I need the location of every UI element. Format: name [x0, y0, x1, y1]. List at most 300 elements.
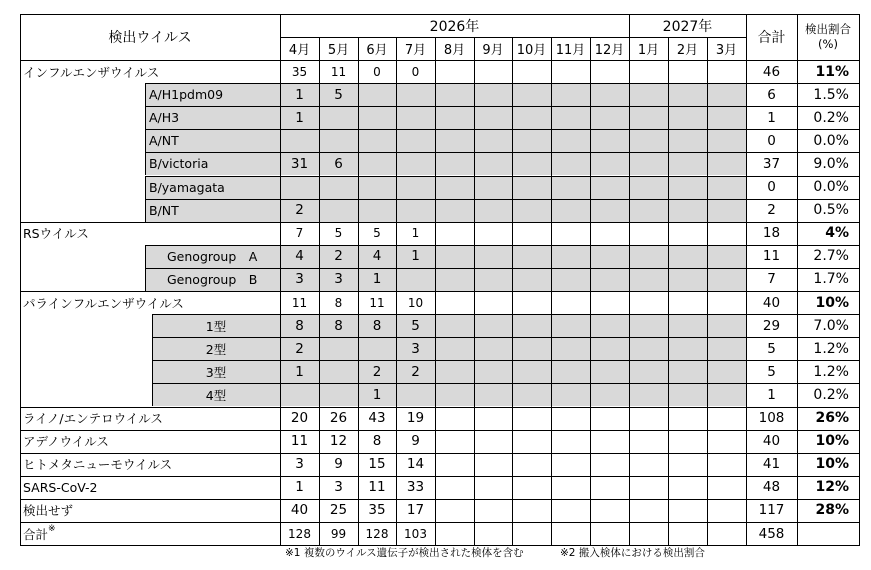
month-value — [551, 407, 590, 430]
month-value: 128 — [365, 526, 389, 541]
month-value — [707, 407, 746, 430]
row-sublabel: Genogroup A — [167, 249, 258, 265]
total-value: 458 — [758, 525, 785, 542]
month-value — [396, 129, 435, 152]
month-value — [512, 499, 551, 522]
month-value — [590, 129, 629, 152]
total-value: 41 — [762, 456, 781, 473]
month-value — [668, 476, 707, 499]
row-sublabel: 1型 — [205, 318, 227, 334]
month-value — [551, 291, 590, 314]
month-value: 33 — [406, 479, 425, 496]
month-value — [396, 152, 435, 175]
month-value — [629, 152, 668, 175]
month-value — [629, 199, 668, 222]
month-value — [435, 245, 474, 268]
column-divider — [280, 14, 281, 545]
month-value: 99 — [330, 526, 347, 541]
header-month: 8月 — [443, 43, 466, 58]
month-value — [551, 430, 590, 453]
row-sublabel: A/NT — [149, 133, 179, 149]
month-value — [512, 407, 551, 430]
month-value — [512, 360, 551, 383]
month-value — [707, 199, 746, 222]
month-value: 4 — [295, 248, 304, 265]
sublabel-divider — [145, 129, 146, 152]
month-value — [668, 176, 707, 199]
header-year-2026: 2026年 — [429, 18, 480, 35]
header-month: 9月 — [482, 43, 504, 58]
month-value — [474, 453, 512, 476]
month-value — [551, 176, 590, 199]
month-value: 11 — [290, 433, 309, 450]
month-value: 3 — [334, 271, 343, 288]
month-value — [319, 337, 358, 360]
month-value — [590, 199, 629, 222]
month-value — [668, 360, 707, 383]
total-value: 7 — [767, 271, 776, 288]
month-value — [629, 499, 668, 522]
header-month: 2月 — [676, 43, 699, 58]
month-value — [358, 106, 396, 129]
column-divider — [358, 37, 359, 545]
month-value — [707, 337, 746, 360]
month-value — [474, 360, 512, 383]
month-value — [435, 106, 474, 129]
rate-value: 0.2% — [813, 386, 849, 403]
row-label: SARS-CoV-2 — [23, 479, 98, 495]
row-divider — [145, 199, 859, 200]
month-value — [396, 199, 435, 222]
footnote-1: ※1 複数のウイルス遺伝子が検出された検体を含む — [285, 547, 524, 559]
row-divider — [145, 268, 859, 269]
month-value — [668, 83, 707, 106]
month-value — [629, 176, 668, 199]
month-value — [629, 453, 668, 476]
row-label: RSウイルス — [23, 226, 89, 242]
month-value — [435, 176, 474, 199]
month-value: 17 — [406, 502, 425, 519]
month-value — [590, 222, 629, 245]
month-value — [590, 176, 629, 199]
month-value — [358, 199, 396, 222]
month-value: 128 — [288, 526, 311, 541]
total-value: 1 — [767, 109, 776, 126]
row-sublabel: A/H3 — [149, 110, 180, 126]
table-border-right — [859, 14, 860, 546]
month-value — [474, 337, 512, 360]
month-value: 8 — [334, 317, 343, 334]
column-divider — [629, 14, 630, 545]
row-divider — [145, 83, 859, 84]
month-value — [590, 453, 629, 476]
row-divider — [20, 522, 859, 523]
month-value — [590, 245, 629, 268]
month-value — [590, 291, 629, 314]
month-value — [551, 314, 590, 337]
month-value — [474, 314, 512, 337]
month-value — [590, 430, 629, 453]
month-value — [707, 176, 746, 199]
month-value: 2 — [295, 202, 304, 219]
month-value — [668, 383, 707, 406]
month-value — [629, 222, 668, 245]
month-value — [629, 337, 668, 360]
rate-value — [797, 522, 859, 545]
month-value — [551, 499, 590, 522]
month-value: 5 — [411, 317, 420, 334]
month-value — [551, 199, 590, 222]
month-value — [551, 222, 590, 245]
rate-value: 10% — [815, 433, 849, 450]
month-value: 9 — [411, 433, 420, 450]
month-value — [629, 360, 668, 383]
header-total: 合計 — [757, 30, 786, 46]
column-divider — [319, 37, 320, 545]
month-value — [474, 199, 512, 222]
month-value — [474, 222, 512, 245]
month-value — [512, 383, 551, 406]
month-value: 1 — [295, 363, 304, 380]
month-value — [551, 106, 590, 129]
month-value — [590, 476, 629, 499]
month-value — [319, 360, 358, 383]
month-value — [590, 106, 629, 129]
row-divider — [20, 407, 859, 408]
sublabel-divider — [145, 268, 146, 291]
month-value — [629, 314, 668, 337]
rate-value: 11% — [815, 63, 849, 80]
month-value — [707, 522, 746, 545]
month-value — [551, 245, 590, 268]
month-value — [629, 106, 668, 129]
column-divider — [746, 14, 747, 545]
rate-value: 28% — [815, 502, 849, 519]
rate-value: 9.0% — [813, 155, 849, 172]
month-value — [668, 60, 707, 83]
month-value: 1 — [295, 479, 304, 496]
month-value — [551, 83, 590, 106]
month-value: 5 — [334, 226, 343, 241]
month-value — [707, 106, 746, 129]
month-value: 35 — [291, 64, 308, 79]
header-month: 12月 — [594, 43, 625, 58]
total-value: 5 — [767, 340, 776, 357]
total-value: 117 — [758, 502, 785, 519]
row-label: 合計 ※ — [23, 524, 56, 542]
month-value — [396, 176, 435, 199]
row-divider — [152, 314, 859, 315]
month-value — [629, 291, 668, 314]
month-value — [512, 291, 551, 314]
month-value — [512, 337, 551, 360]
rate-value: 2.7% — [813, 248, 849, 265]
month-value — [474, 245, 512, 268]
month-value: 15 — [368, 456, 386, 473]
column-divider — [668, 37, 669, 545]
total-value: 0 — [767, 179, 776, 196]
month-value — [474, 129, 512, 152]
month-value: 4 — [372, 248, 382, 265]
sublabel-divider — [145, 83, 146, 106]
month-value — [668, 268, 707, 291]
month-value — [551, 453, 590, 476]
month-value — [707, 268, 746, 291]
month-value — [590, 314, 629, 337]
month-value — [551, 360, 590, 383]
month-value — [551, 476, 590, 499]
month-value — [435, 60, 474, 83]
month-value: 8 — [334, 295, 343, 310]
sublabel-divider — [152, 337, 153, 360]
column-divider — [396, 37, 397, 545]
rate-value: 0.5% — [813, 202, 849, 219]
month-value — [629, 383, 668, 406]
month-value: 31 — [290, 155, 309, 172]
rate-value: 7.0% — [813, 317, 849, 334]
row-divider — [20, 430, 859, 431]
row-divider — [152, 383, 859, 384]
row-label: 検出せず — [23, 503, 74, 519]
month-value — [280, 176, 319, 199]
month-value — [319, 129, 358, 152]
month-value — [512, 453, 551, 476]
month-value: 5 — [373, 226, 381, 241]
month-value — [707, 360, 746, 383]
month-value — [435, 430, 474, 453]
month-value — [668, 314, 707, 337]
month-value — [551, 129, 590, 152]
month-value: 1 — [411, 248, 420, 265]
sublabel-divider — [145, 245, 146, 268]
month-value: 1 — [295, 86, 304, 103]
month-value: 5 — [334, 86, 343, 103]
month-value — [435, 199, 474, 222]
footnote-2: ※2 搬入検体における検出割合 — [560, 547, 705, 559]
total-value: 5 — [767, 363, 776, 380]
month-value — [551, 337, 590, 360]
month-value — [512, 314, 551, 337]
rate-value: 10% — [815, 294, 849, 311]
header-rate-unit: (%) — [818, 37, 838, 51]
sublabel-divider — [145, 199, 146, 222]
month-value — [512, 106, 551, 129]
row-sublabel: 3型 — [205, 364, 227, 380]
sublabel-divider — [152, 360, 153, 383]
month-value — [280, 129, 319, 152]
month-value — [435, 83, 474, 106]
month-value — [435, 314, 474, 337]
total-value: 0 — [767, 132, 776, 149]
month-value: 11 — [368, 479, 386, 496]
month-value — [668, 453, 707, 476]
sublabel-divider — [152, 314, 153, 337]
total-value: 6 — [767, 86, 776, 103]
month-value: 3 — [295, 456, 304, 473]
month-value — [629, 129, 668, 152]
row-divider — [20, 499, 859, 500]
sublabel-divider — [145, 106, 146, 129]
total-value: 29 — [762, 317, 781, 334]
month-value — [668, 152, 707, 175]
month-value — [396, 268, 435, 291]
month-value — [358, 129, 396, 152]
month-value: 25 — [329, 502, 348, 519]
rate-value: 0.2% — [813, 109, 849, 126]
month-value — [707, 152, 746, 175]
header-month: 1月 — [637, 43, 660, 58]
row-divider — [152, 360, 859, 361]
month-value: 2 — [372, 363, 382, 380]
month-value — [435, 499, 474, 522]
rate-value: 12% — [815, 479, 849, 496]
month-value — [707, 476, 746, 499]
month-value — [474, 176, 512, 199]
header-virus: 検出ウイルス — [108, 30, 192, 46]
month-value — [474, 152, 512, 175]
month-value — [668, 199, 707, 222]
header-year-2027: 2027年 — [662, 18, 713, 35]
month-value — [707, 222, 746, 245]
month-value — [668, 291, 707, 314]
month-value: 2 — [411, 363, 420, 380]
row-divider — [20, 222, 859, 223]
month-value: 11 — [291, 295, 308, 310]
month-value — [474, 476, 512, 499]
month-value: 26 — [329, 410, 348, 427]
month-value — [512, 152, 551, 175]
month-value: 1 — [411, 226, 420, 241]
month-value — [707, 83, 746, 106]
month-value: 12 — [329, 433, 348, 450]
row-sublabel: B/yamagata — [149, 179, 225, 195]
month-value — [590, 337, 629, 360]
month-value — [512, 83, 551, 106]
month-value — [396, 383, 435, 406]
month-value — [358, 176, 396, 199]
rate-value: 1.2% — [813, 363, 849, 380]
month-value — [319, 383, 358, 406]
month-value — [629, 407, 668, 430]
month-value — [590, 83, 629, 106]
row-sublabel: 4型 — [205, 387, 227, 403]
rate-value: 0.0% — [813, 132, 849, 149]
header-month: 3月 — [715, 43, 738, 58]
month-value — [319, 199, 358, 222]
month-value — [435, 407, 474, 430]
row-divider — [145, 152, 859, 153]
total-value: 1 — [767, 386, 776, 403]
month-value — [590, 268, 629, 291]
month-value: 0 — [373, 64, 381, 79]
header-rate-label: 検出割合 — [805, 22, 851, 36]
month-value — [474, 291, 512, 314]
month-value — [358, 83, 396, 106]
total-value: 40 — [762, 433, 781, 450]
month-value — [435, 360, 474, 383]
month-value — [512, 430, 551, 453]
month-value: 43 — [368, 410, 386, 427]
month-value: 8 — [372, 433, 382, 450]
rate-value: 1.5% — [813, 86, 849, 103]
row-divider — [145, 129, 859, 130]
header-month: 7月 — [404, 43, 427, 58]
month-value: 7 — [295, 226, 304, 241]
month-value — [590, 499, 629, 522]
total-value: 2 — [767, 202, 776, 219]
month-value — [512, 199, 551, 222]
row-sublabel: B/victoria — [149, 156, 209, 172]
month-value — [435, 129, 474, 152]
month-value — [668, 245, 707, 268]
month-value — [319, 106, 358, 129]
month-value — [551, 152, 590, 175]
month-value — [474, 106, 512, 129]
month-value: 10 — [407, 295, 424, 310]
row-divider — [20, 291, 859, 292]
header-month: 10月 — [516, 43, 547, 58]
month-value — [474, 522, 512, 545]
month-value — [435, 453, 474, 476]
row-sublabel: A/H1pdm09 — [149, 87, 224, 103]
header-rate — [797, 14, 859, 60]
rate-value: 26% — [815, 410, 849, 427]
month-value: 3 — [334, 479, 343, 496]
month-value — [474, 407, 512, 430]
month-value — [629, 268, 668, 291]
column-divider — [590, 37, 591, 545]
month-value — [707, 383, 746, 406]
month-value — [396, 83, 435, 106]
month-value — [629, 245, 668, 268]
row-divider — [145, 245, 859, 246]
total-value: 18 — [762, 225, 781, 242]
row-sublabel: 2型 — [205, 341, 227, 357]
total-value: 46 — [762, 63, 781, 80]
month-value — [551, 383, 590, 406]
header-month: 11月 — [555, 43, 586, 58]
rate-value: 0.0% — [813, 179, 849, 196]
month-value — [668, 106, 707, 129]
row-divider — [145, 106, 859, 107]
month-value — [435, 291, 474, 314]
row-divider — [20, 476, 859, 477]
month-value — [629, 430, 668, 453]
row-sublabel: Genogroup B — [167, 272, 258, 288]
month-value — [512, 129, 551, 152]
month-value: 8 — [372, 317, 382, 334]
rate-value: 1.7% — [813, 271, 849, 288]
row-divider — [152, 337, 859, 338]
table-border-left — [20, 14, 21, 545]
month-value: 0 — [411, 64, 420, 79]
header-separator — [20, 60, 859, 61]
table-border-top — [20, 14, 859, 15]
month-value — [629, 60, 668, 83]
row-label: ヒトメタニューモウイルス — [23, 457, 173, 473]
month-value — [435, 522, 474, 545]
row-label: パラインフルエンザウイルス — [23, 295, 184, 311]
month-value — [474, 268, 512, 291]
row-label: インフルエンザウイルス — [23, 64, 160, 80]
month-value — [590, 383, 629, 406]
month-value — [512, 245, 551, 268]
month-value — [668, 129, 707, 152]
month-value — [668, 499, 707, 522]
total-value: 48 — [762, 479, 781, 496]
column-divider — [797, 14, 798, 545]
column-divider — [474, 37, 475, 545]
